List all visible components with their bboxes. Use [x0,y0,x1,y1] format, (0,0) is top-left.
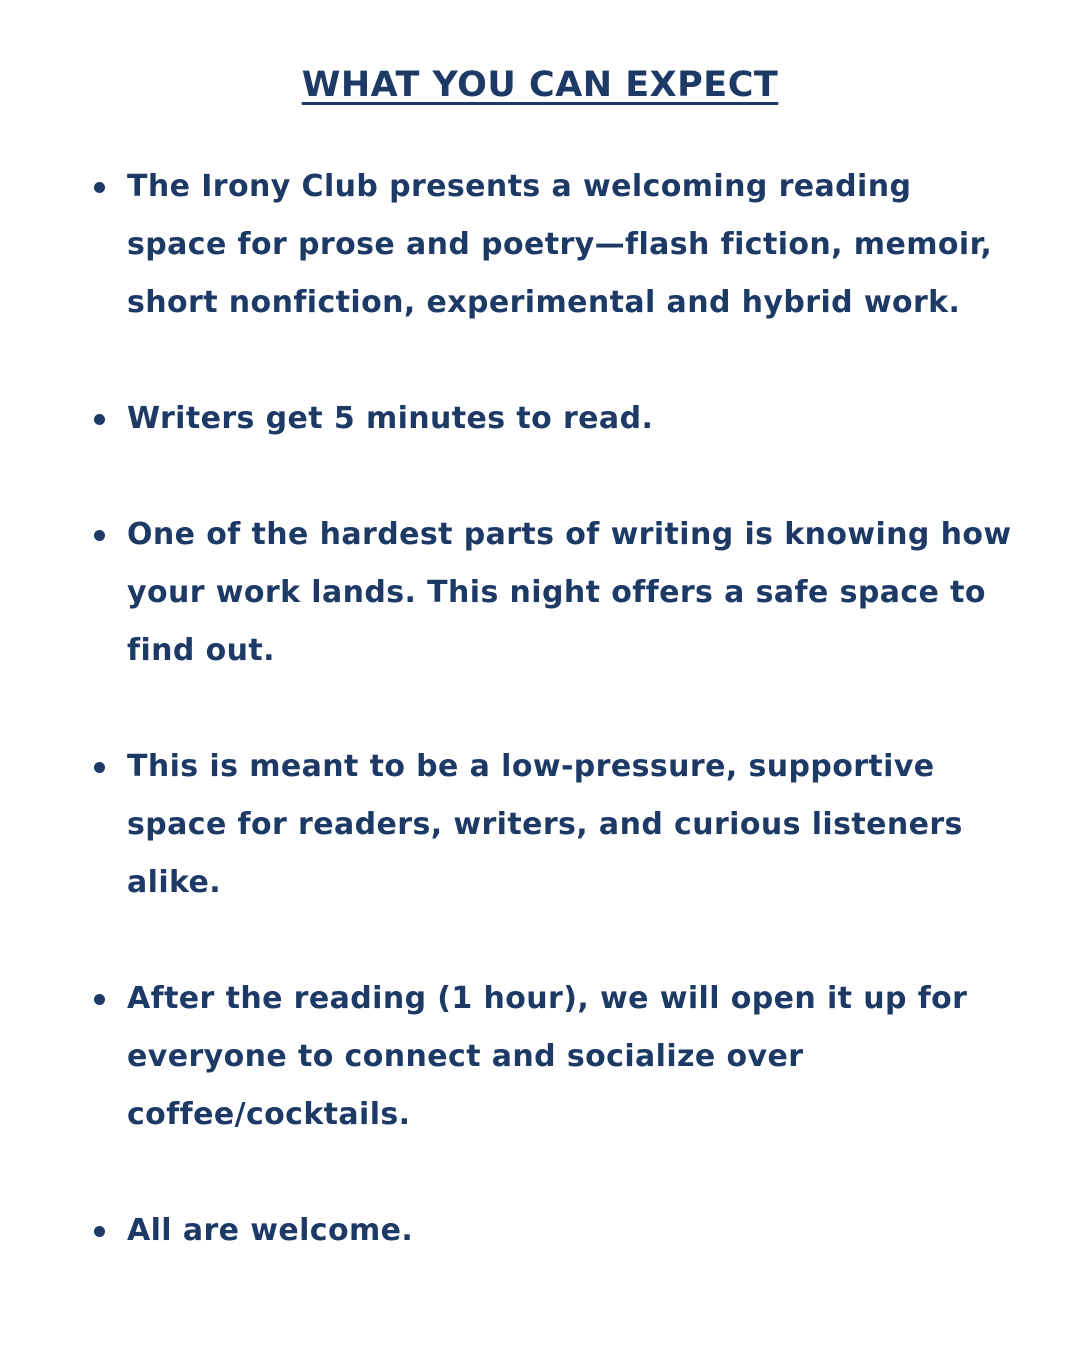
bullet-icon [94,414,105,425]
list-item-text: One of the hardest parts of writing is knowing how your work lands. This night offers a safe space to find out. [127,517,1012,668]
list-item-text: This is meant to be a low-pressure, supportive space for readers, writers, and curious listeners alike. [127,749,963,900]
bullet-icon [94,182,105,193]
page-title: WHAT YOU CAN EXPECT [301,65,779,105]
list-item-text: All are welcome. [127,1213,414,1248]
bullet-icon [94,530,105,541]
list-item-text: Writers get 5 minutes to read. [127,401,654,436]
bullet-icon [94,762,105,773]
bullet-icon [94,1226,105,1237]
list-item-text: The Irony Club presents a welcoming reading space for prose and poetry—flash fiction, memoir, short nonfiction, experimental and hybrid work. [127,169,993,320]
bullet-icon [94,994,105,1005]
list-item-text: After the reading (1 hour), we will open it up for everyone to connect and socialize over coffee/cocktails. [127,981,968,1132]
